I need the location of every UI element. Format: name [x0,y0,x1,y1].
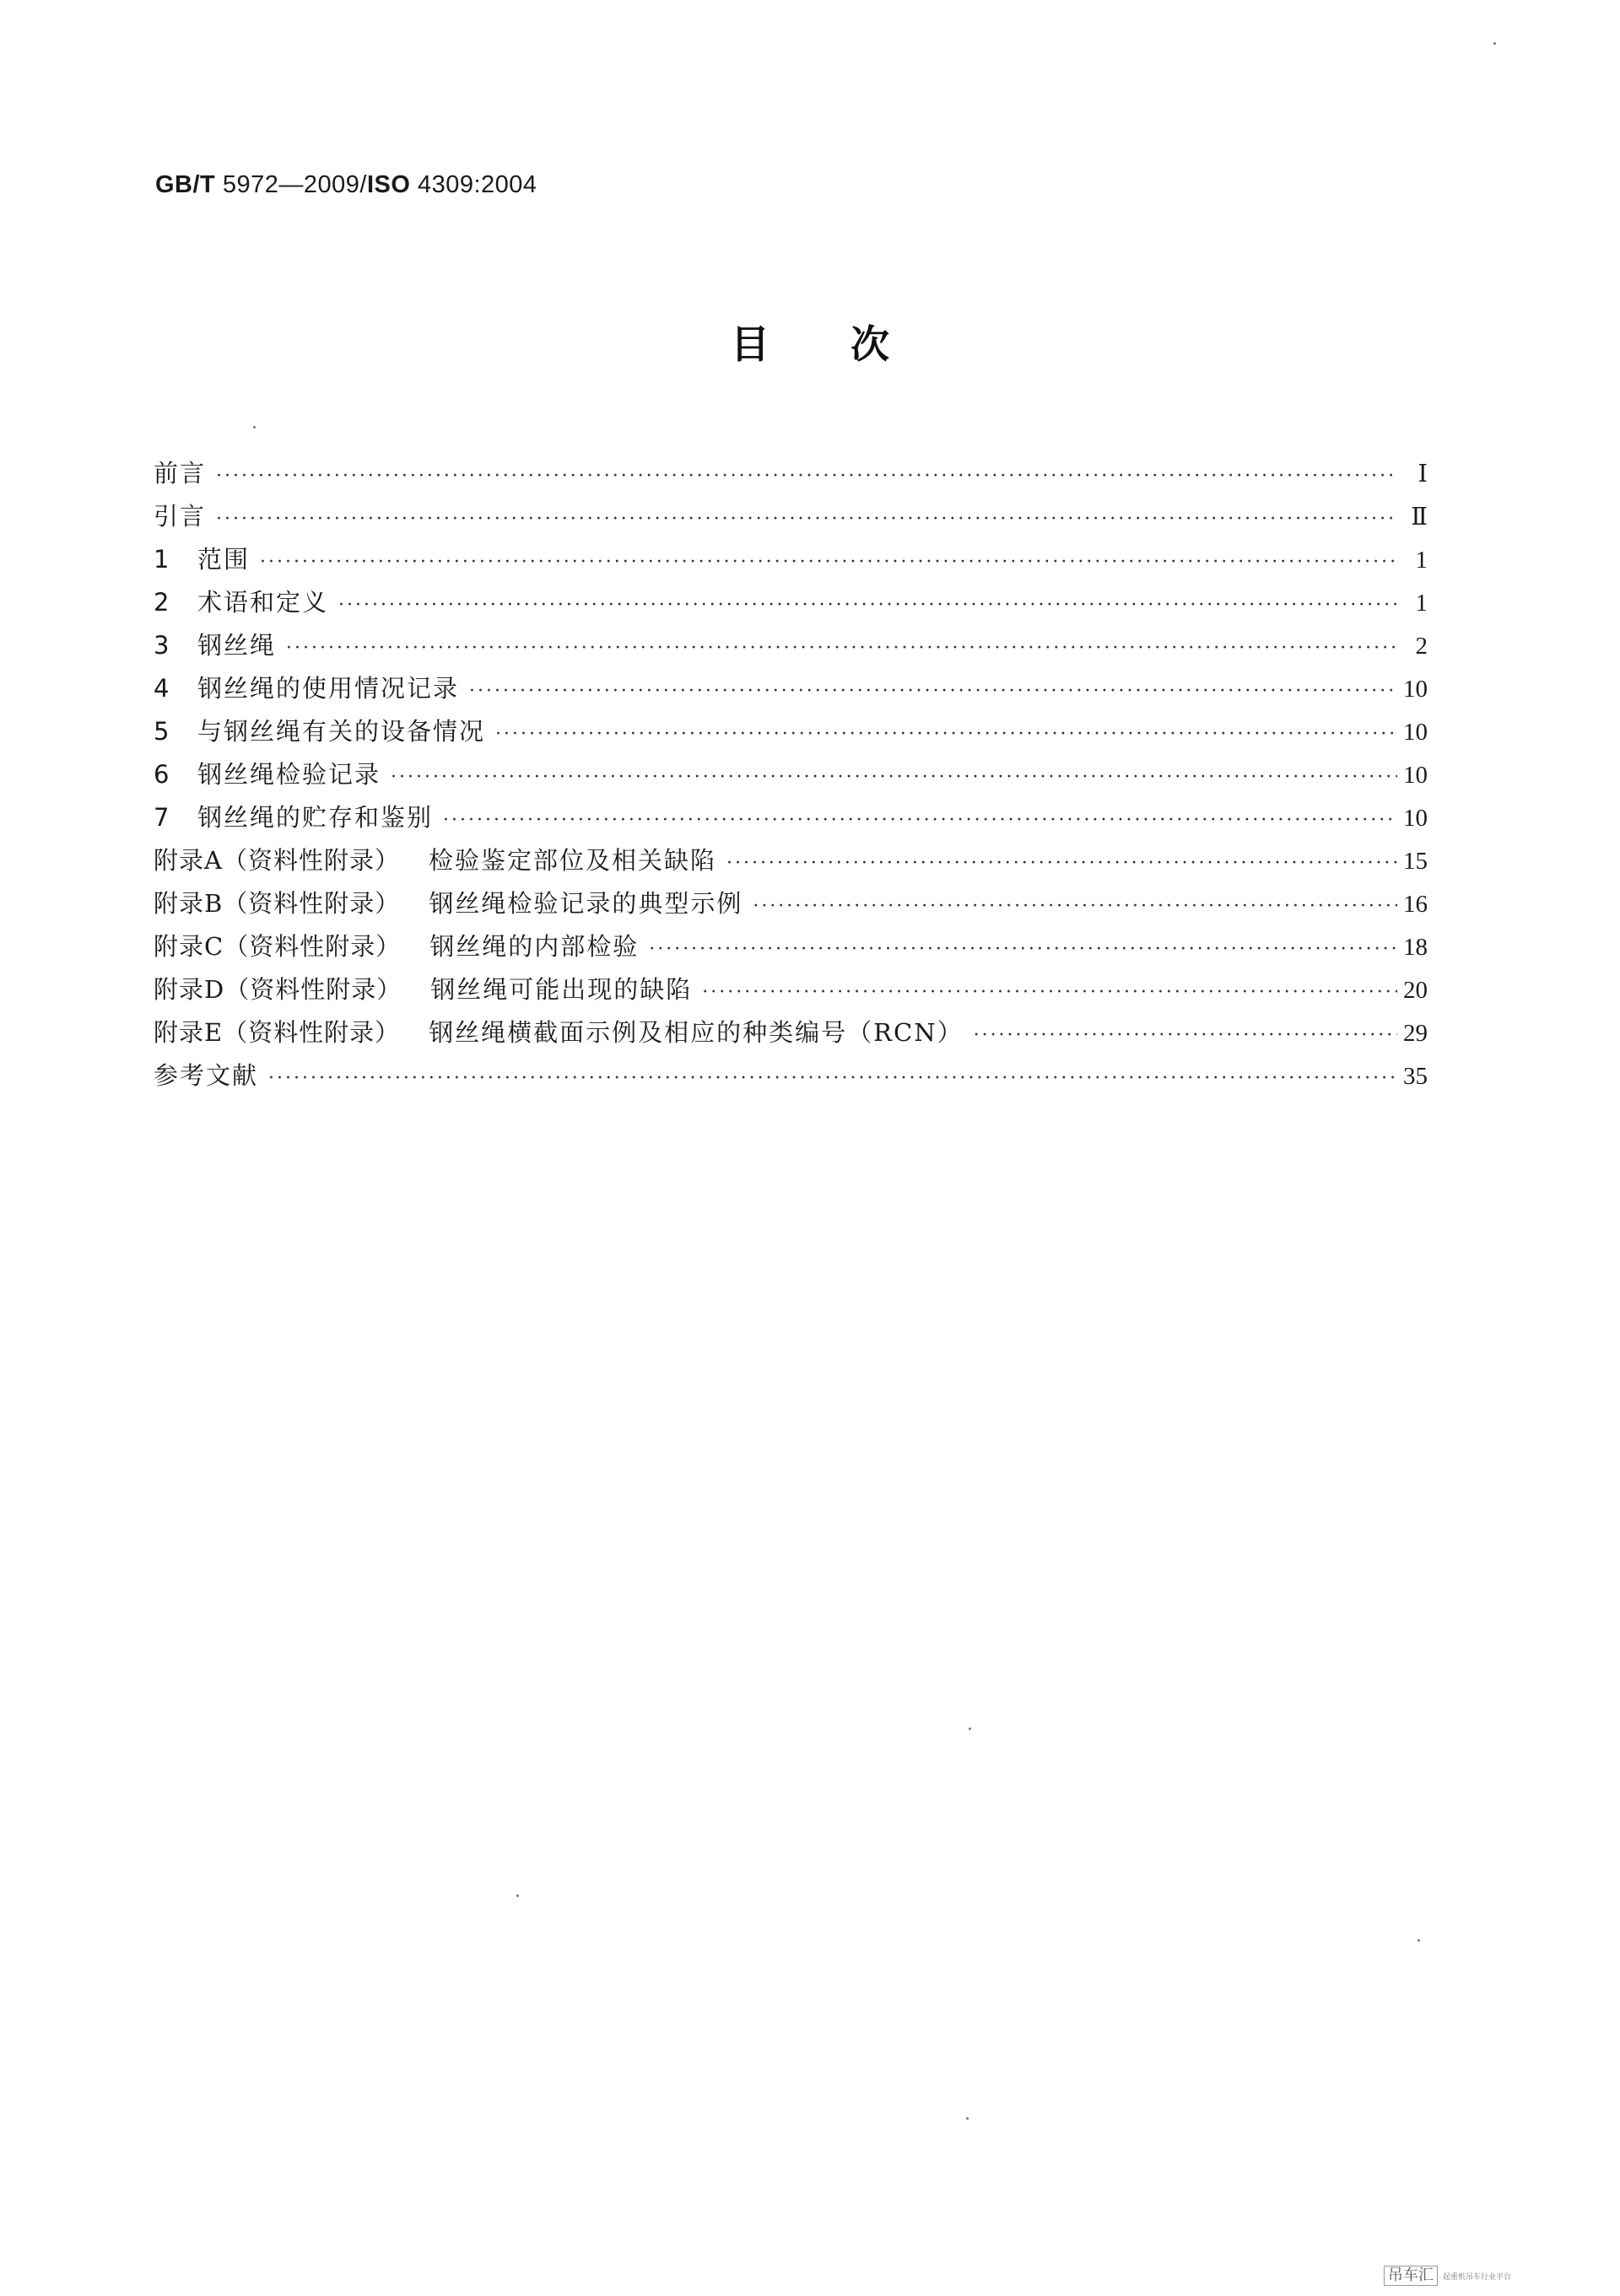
dot-leader [391,756,1397,799]
toc-entry-page: 29 [1403,1020,1428,1047]
toc-entry-page: Ⅱ [1411,504,1428,531]
appendix-title: 钢丝绳的内部检验 [429,932,640,961]
dot-leader [286,627,1397,670]
dot-leader [974,1014,1397,1057]
toc-entry-number: 3 [154,631,170,660]
table-of-contents [154,452,1428,1097]
toc-entry-label: 钢丝绳检验记录 [197,760,381,789]
toc-entry-usage-record[interactable] [154,667,1428,710]
appendix-title: 钢丝绳横截面示例及相应的种类编号（RCN） [429,1018,964,1047]
appendix-title: 钢丝绳可能出现的缺陷 [430,975,693,1004]
scan-speck [253,426,256,428]
toc-entry-number: 5 [154,717,170,746]
appendix-prefix: 附录E（资料性附录） [154,1018,401,1047]
scan-speck [969,1727,971,1730]
dot-leader [338,584,1397,627]
toc-entry-label: 钢丝绳的贮存和鉴别 [197,803,434,832]
standard-code-iso-number: 4309:2004 [410,171,537,198]
dot-leader [726,842,1397,885]
page-title: 目次 [731,321,970,367]
toc-entry-page: 2 [1415,633,1428,660]
toc-entry-page: 1 [1415,547,1428,574]
dot-leader [495,713,1397,756]
toc-entry-label: 引言 [154,502,207,531]
scan-speck [1493,42,1496,45]
dot-leader [469,670,1397,713]
toc-entry-number: 2 [154,588,170,617]
appendix-prefix: 附录A（资料性附录） [154,846,400,875]
standard-code-number: 5972—2009/ [215,171,367,198]
toc-entry-storage[interactable] [154,796,1428,839]
toc-entry-appendix-e[interactable] [154,1011,1428,1054]
dot-leader [753,885,1397,928]
standard-code-iso: ISO [366,171,411,198]
appendix-title: 钢丝绳检验记录的典型示例 [429,889,743,918]
appendix-prefix: 附录B（资料性附录） [154,889,401,918]
toc-entry-page: 18 [1403,934,1428,961]
toc-entry-wire-rope[interactable] [154,624,1428,667]
toc-entry-label: 与钢丝绳有关的设备情况 [197,717,486,746]
toc-entry-appendix-a[interactable] [154,839,1428,882]
toc-entry-page: Ⅰ [1418,461,1428,488]
toc-entry-page: 10 [1403,676,1428,703]
toc-entry-label: 钢丝绳 [197,631,277,660]
watermark-slogan: 起重机吊车行业平台 [1443,2272,1512,2282]
dot-leader [216,498,1397,541]
appendix-title: 检验鉴定部位及相关缺陷 [428,846,716,875]
toc-entry-number: 4 [154,674,170,703]
appendix-prefix: 附录D（资料性附录） [154,975,402,1004]
standard-code [155,171,537,199]
toc-entry-page: 10 [1403,762,1428,789]
toc-entry-page: 35 [1403,1063,1428,1090]
standard-code-gbt: GB/T [155,171,216,198]
appendix-prefix: 附录C（资料性附录） [154,932,402,961]
dot-leader [260,541,1397,584]
toc-entry-references[interactable] [154,1054,1428,1097]
toc-entry-number: 7 [154,803,170,832]
toc-entry-page: 15 [1403,848,1428,875]
site-watermark [1384,2266,1511,2286]
toc-entry-scope[interactable] [154,538,1428,581]
dot-leader [649,928,1397,971]
toc-entry-label: 前言 [154,459,207,488]
toc-entry-appendix-c[interactable] [154,925,1428,968]
toc-entry-terms[interactable] [154,581,1428,624]
dot-leader [268,1057,1397,1100]
toc-entry-equipment[interactable] [154,710,1428,753]
toc-entry-foreword[interactable] [154,452,1428,495]
toc-entry-page: 10 [1403,805,1428,832]
dot-leader [216,455,1397,498]
toc-entry-inspection-record[interactable] [154,753,1428,796]
toc-entry-label: 范围 [197,545,251,574]
toc-entry-number: 1 [154,545,170,574]
toc-entry-appendix-d[interactable] [154,968,1428,1011]
toc-entry-appendix-b[interactable] [154,882,1428,925]
toc-entry-label: 参考文献 [154,1061,259,1090]
toc-entry-page: 20 [1403,977,1428,1004]
toc-entry-number: 6 [154,760,170,789]
toc-entry-label: 术语和定义 [197,588,329,617]
dot-leader [443,799,1397,842]
toc-entry-introduction[interactable] [154,495,1428,538]
scan-speck [1418,1939,1420,1942]
scan-speck [516,1894,519,1897]
toc-entry-page: 16 [1403,891,1428,918]
watermark-logo: 吊车汇 [1384,2266,1438,2286]
toc-entry-label: 钢丝绳的使用情况记录 [197,674,460,703]
toc-entry-page: 1 [1415,590,1428,617]
dot-leader [702,971,1397,1014]
scan-speck [966,2117,969,2120]
toc-entry-page: 10 [1403,719,1428,746]
